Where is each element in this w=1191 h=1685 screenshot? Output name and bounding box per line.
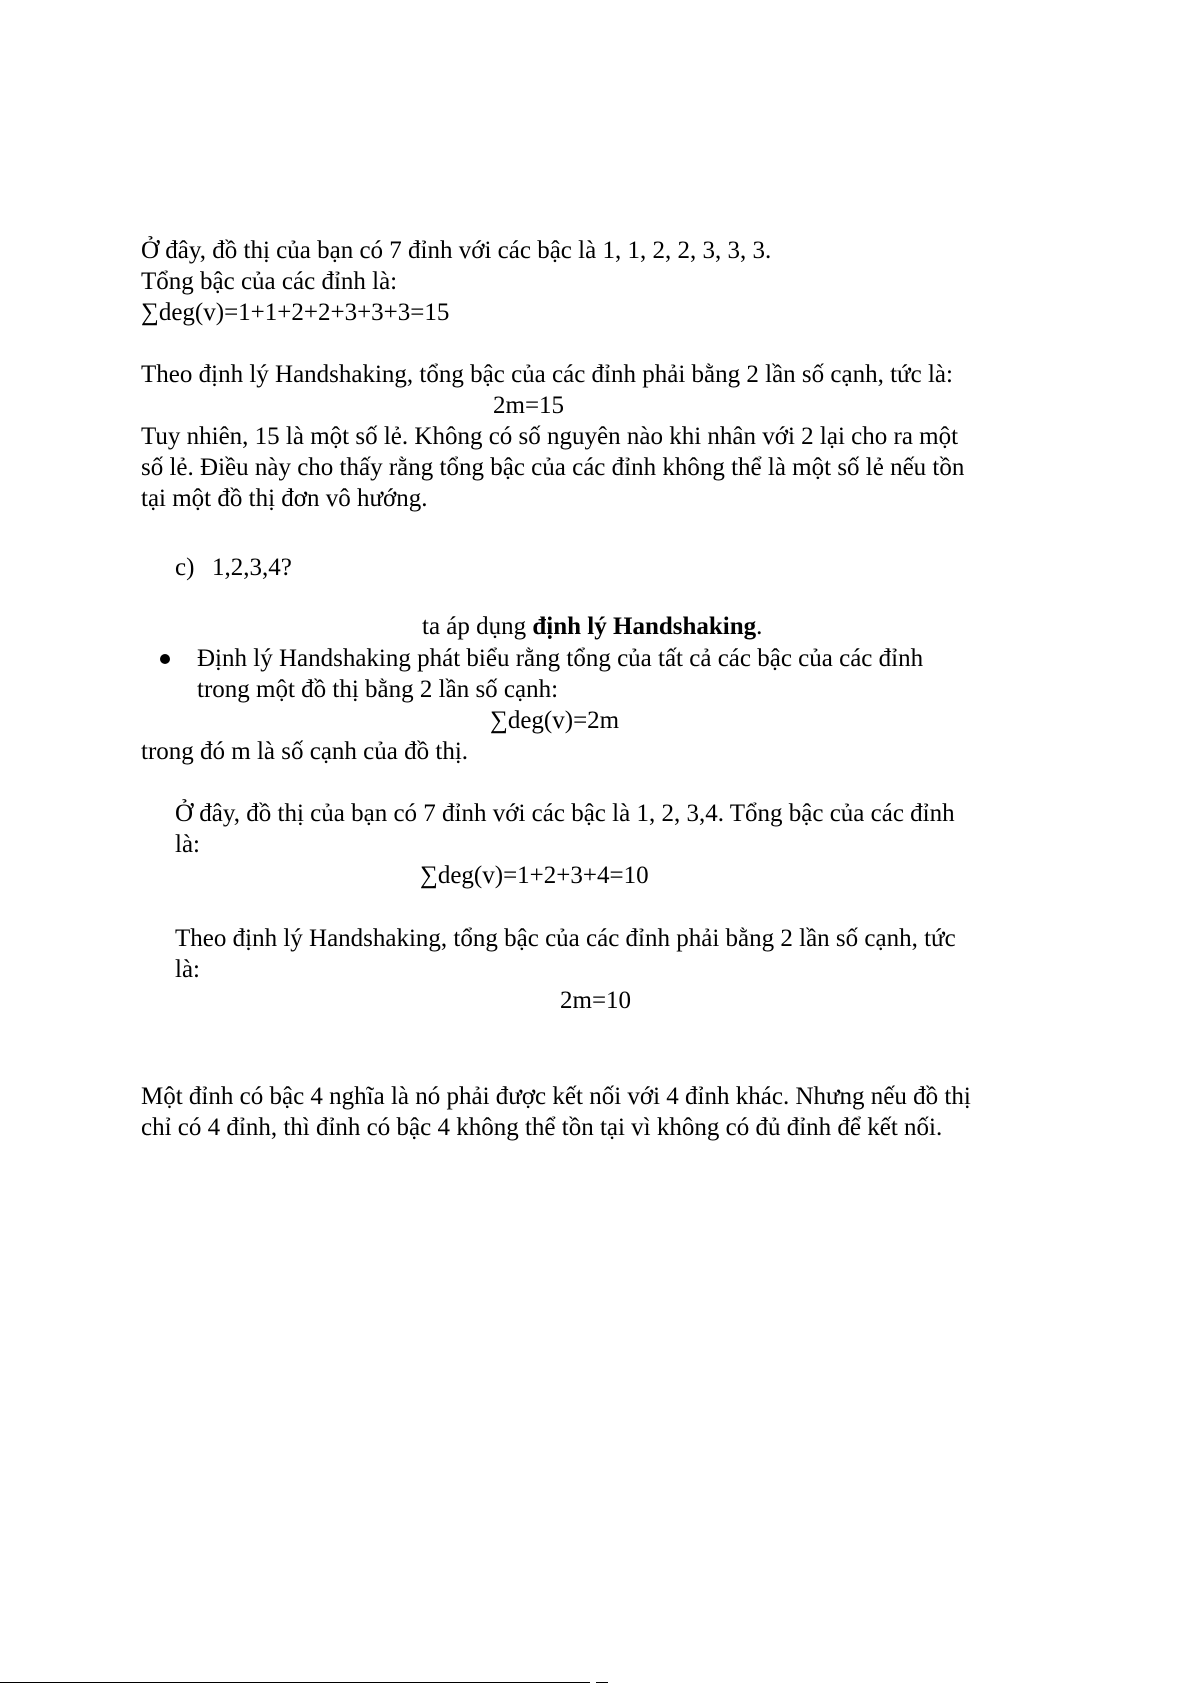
section-c-intro-line-1: Ở đây, đồ thị của bạn có 7 đỉnh với các bậc là 1, 2, 3,4. Tổng bậc của các đỉnh: [175, 800, 955, 827]
section-b-equation: 2m=15: [493, 392, 565, 419]
section-c-final-line-1: Một đỉnh có bậc 4 nghĩa là nó phải được kết nối với 4 đỉnh khác. Nhưng nếu đồ thị: [141, 1083, 971, 1110]
section-c-sum-formula: ∑deg(v)=1+2+3+4=10: [420, 862, 649, 889]
section-c-bullet-line-2: trong một đồ thị bằng 2 lần số cạnh:: [197, 676, 559, 703]
apply-prefix: ta áp dụng: [422, 613, 533, 640]
section-b-sum-formula: ∑deg(v)=1+1+2+2+3+3+3=15: [141, 299, 450, 326]
section-c-question: 1,2,3,4?: [212, 554, 292, 581]
section-c-apply-sentence: [422, 611, 762, 642]
section-b-conclusion-line-2: số lẻ. Điều này cho thấy rằng tổng bậc của các đỉnh không thể là một số lẻ nếu tồn: [141, 454, 965, 481]
section-c-theorem-line-2: là:: [175, 956, 200, 983]
section-c-label: c): [175, 554, 195, 581]
section-c-equation: 2m=10: [560, 987, 632, 1014]
section-b-theorem-statement: Theo định lý Handshaking, tổng bậc của các đỉnh phải bằng 2 lần số cạnh, tức là:: [141, 361, 953, 388]
footer-divider: [0, 1682, 590, 1683]
section-c-final-line-2: chỉ có 4 đỉnh, thì đỉnh có bậc 4 không thể tồn tại vì không có đủ đỉnh để kết nối.: [141, 1114, 943, 1141]
section-c-general-formula: ∑deg(v)=2m: [490, 707, 620, 734]
apply-suffix: .: [756, 613, 763, 640]
section-b-sum-label: Tổng bậc của các đỉnh là:: [141, 268, 398, 295]
footer-divider-tick: [596, 1682, 608, 1683]
section-c-bullet-line-1: Định lý Handshaking phát biểu rằng tổng của tất cả các bậc của các đỉnh: [197, 645, 924, 672]
section-b-conclusion-line-3: tại một đồ thị đơn vô hướng.: [141, 485, 428, 512]
section-c-theorem-line-1: Theo định lý Handshaking, tổng bậc của các đỉnh phải bằng 2 lần số cạnh, tức: [175, 925, 956, 952]
section-c-where-text: trong đó m là số cạnh của đồ thị.: [141, 738, 469, 765]
section-b-conclusion-line-1: Tuy nhiên, 15 là một số lẻ. Không có số nguyên nào khi nhân với 2 lại cho ra một: [141, 423, 959, 450]
section-b-intro: Ở đây, đồ thị của bạn có 7 đỉnh với các bậc là 1, 1, 2, 2, 3, 3, 3.: [141, 237, 772, 264]
bullet-icon: [160, 654, 170, 664]
section-c-intro-line-2: là:: [175, 831, 200, 858]
apply-bold-term: định lý Handshaking: [532, 613, 757, 640]
